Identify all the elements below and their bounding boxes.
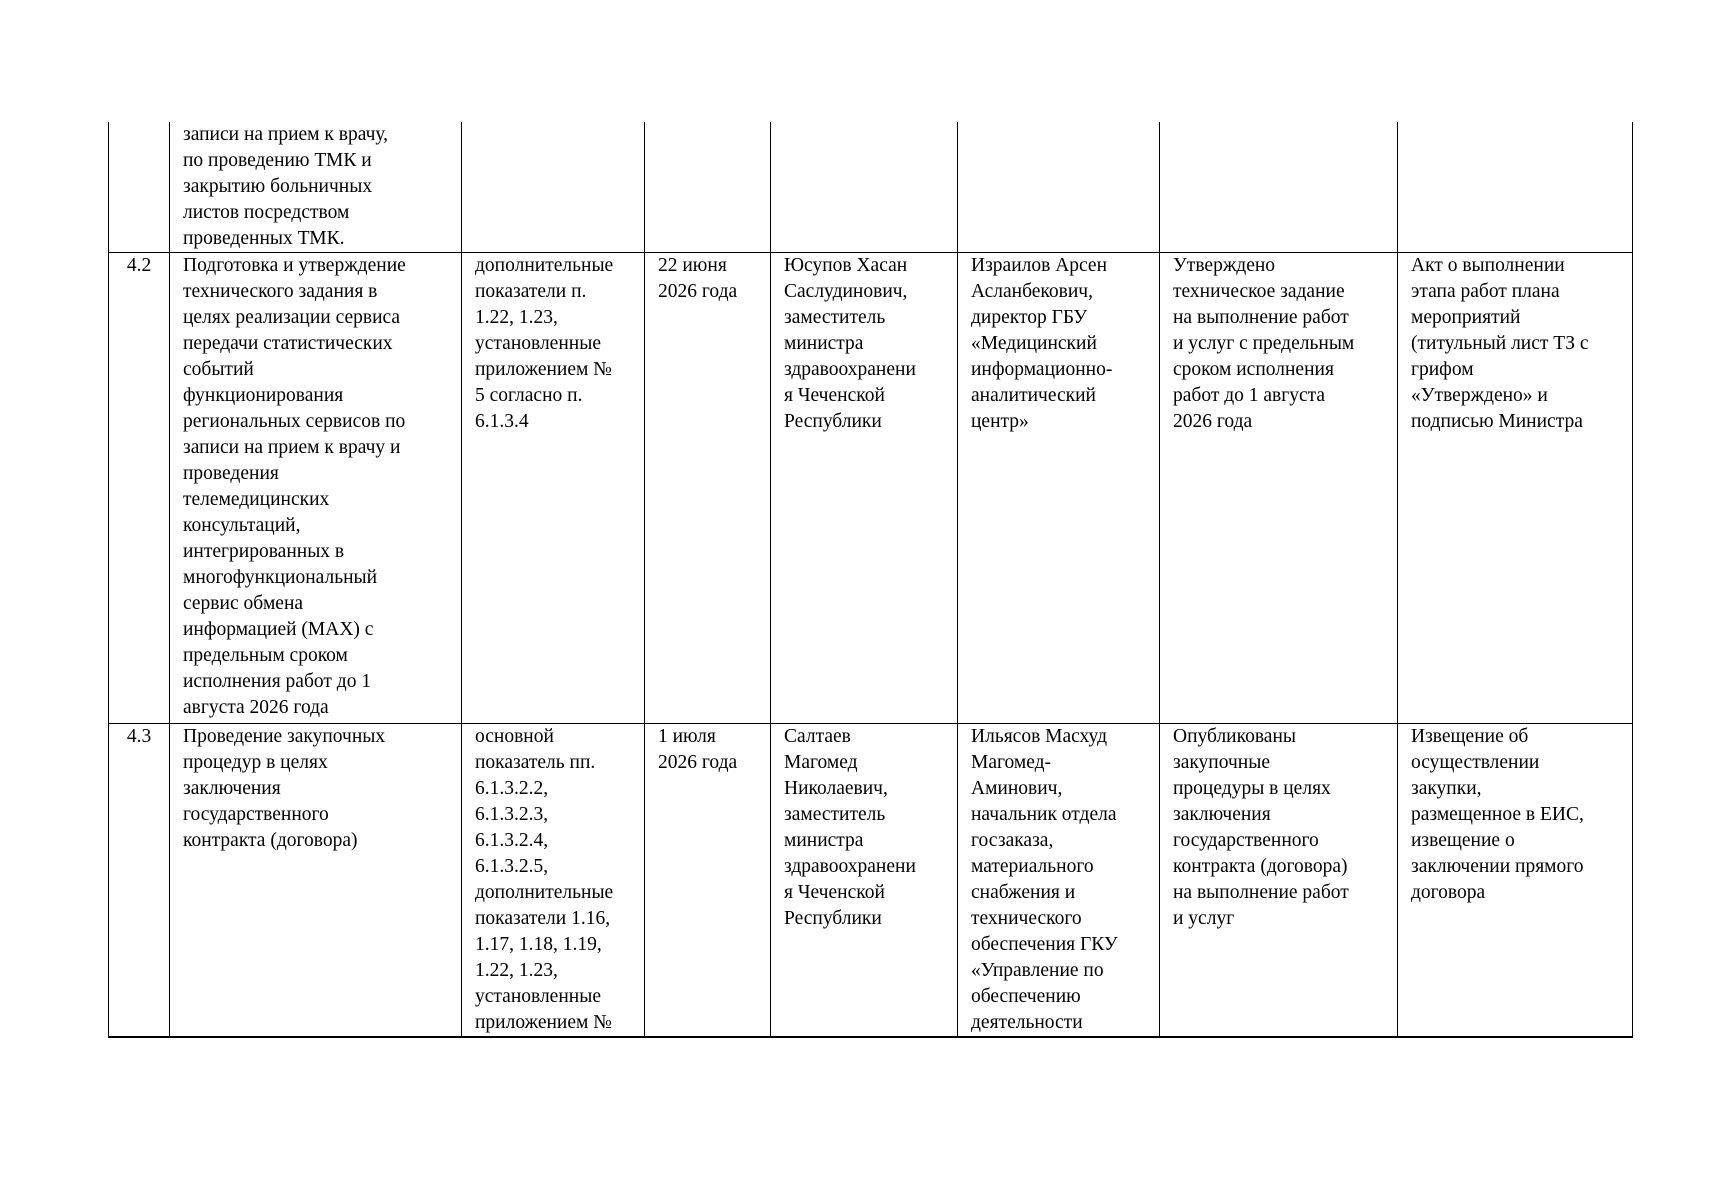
cell-executor: Израилов Арсен Асланбекович, директор ГБУ «Медицинский информационно- аналитический центр» bbox=[958, 253, 1160, 724]
cell-deadline: 22 июня 2026 года bbox=[645, 253, 771, 724]
cell-document: Извещение об осуществлении закупки, размещенное в ЕИС, извещение о заключении прямого договора bbox=[1398, 724, 1633, 1038]
cell-number: 4.2 bbox=[109, 253, 170, 724]
cell-responsible: Салтаев Магомед Николаевич, заместитель министра здравоохранени я Чеченской Республики bbox=[771, 724, 958, 1038]
cell-responsible: Юсупов Хасан Саслудинович, заместитель министра здравоохранени я Чеченской Республики bbox=[771, 253, 958, 724]
cell-result bbox=[1160, 122, 1398, 253]
table-row bbox=[109, 122, 1633, 253]
cell-result: Утверждено техническое задание на выполнение работ и услуг с предельным сроком исполнения работ до 1 августа 2026 года bbox=[1160, 253, 1398, 724]
cell-responsible bbox=[771, 122, 958, 253]
cell-task: Проведение закупочных процедур в целях заключения государственного контракта (договора) bbox=[170, 724, 462, 1038]
cell-task: Подготовка и утверждение технического задания в целях реализации сервиса передачи статистических событий функционирования региональных сервисов по записи на прием к врачу и проведения телемедицинских консультаций, интегрированных в многофункциональный сервис обмена информацией (MAX) с предельным сроком исполнения работ до 1 августа 2026 года bbox=[170, 253, 462, 724]
cell-result: Опубликованы закупочные процедуры в целях заключения государственного контракта (договора) на выполнение работ и услуг bbox=[1160, 724, 1398, 1038]
cell-indicator: основной показатель пп. 6.1.3.2.2, 6.1.3.2.3, 6.1.3.2.4, 6.1.3.2.5, дополнительные показатели 1.16, 1.17, 1.18, 1.19, 1.22, 1.23, установленные приложением № bbox=[462, 724, 645, 1038]
cell-indicator bbox=[462, 122, 645, 253]
cell-deadline: 1 июля 2026 года bbox=[645, 724, 771, 1038]
cell-document: Акт о выполнении этапа работ плана мероприятий (титульный лист ТЗ с грифом «Утверждено» и подписью Министра bbox=[1398, 253, 1633, 724]
cell-document bbox=[1398, 122, 1633, 253]
cell-executor bbox=[958, 122, 1160, 253]
cell-number: 4.3 bbox=[109, 724, 170, 1038]
table-row bbox=[109, 253, 1633, 724]
table-row bbox=[109, 724, 1633, 1038]
cell-indicator: дополнительные показатели п. 1.22, 1.23, установленные приложением № 5 согласно п. 6.1.3.4 bbox=[462, 253, 645, 724]
cell-deadline bbox=[645, 122, 771, 253]
cell-executor: Ильясов Масхуд Магомед- Аминович, начальник отдела госзаказа, материального снабжения и технического обеспечения ГКУ «Управление по обеспечению деятельности bbox=[958, 724, 1160, 1038]
cell-number bbox=[109, 122, 170, 253]
cell-task: записи на прием к врачу, по проведению ТМК и закрытию больничных листов посредством проведенных ТМК. bbox=[170, 122, 462, 253]
action-plan-table bbox=[108, 122, 1633, 1038]
